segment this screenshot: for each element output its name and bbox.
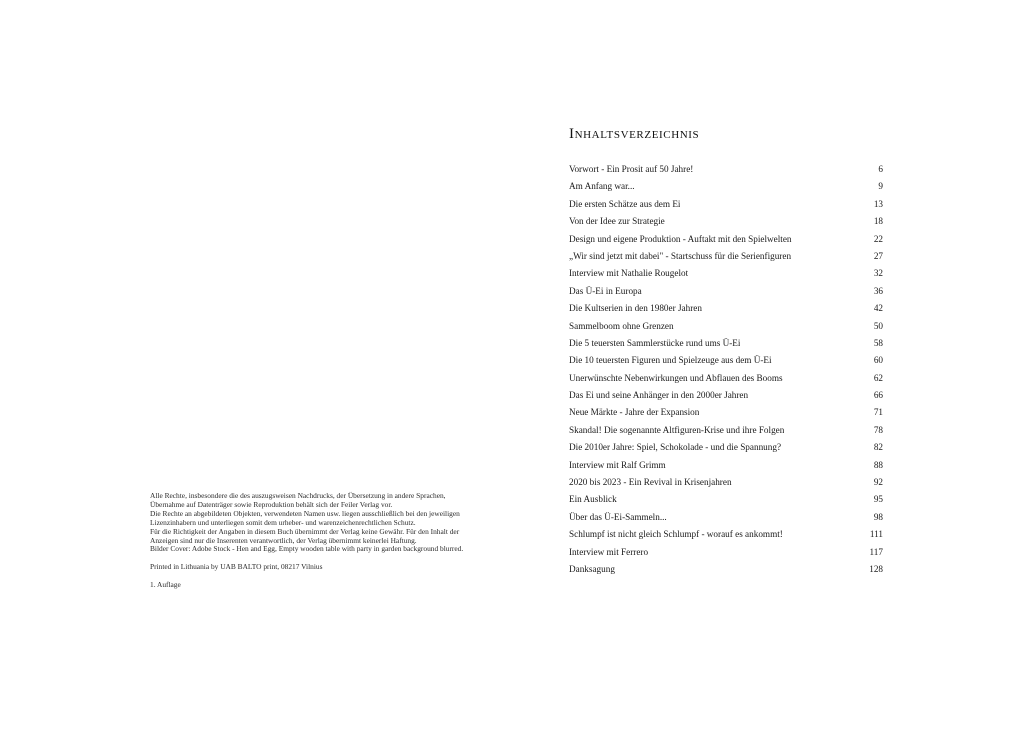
imprint-legal-line: Bilder Cover: Adobe Stock - Hen and Egg, Empty wooden table with party in garden background blurred. <box>150 544 464 554</box>
toc-entry-page: 6 <box>878 164 883 174</box>
toc-entry-page: 58 <box>873 337 883 348</box>
imprint-legal-line: Übernahme auf Datenträger sowie Reproduktion behält sich der Feiler Verlag vor. <box>150 499 393 509</box>
toc-entry <box>569 387 883 404</box>
toc-entry <box>569 526 883 543</box>
toc-entry-title: Schlumpf ist nicht gleich Schlumpf - worauf es ankommt! <box>569 529 783 540</box>
toc-entry <box>569 544 883 561</box>
toc-entry-page: 60 <box>873 355 883 366</box>
toc-entry-title: 2020 bis 2023 - Ein Revival in Krisenjahren <box>569 477 732 488</box>
imprint-legal-line: Für die Richtigkeit der Angaben in diesem Buch übernimmt der Verlag keine Gewähr. Für den Inhalt der <box>150 526 460 536</box>
toc-entry-page: 88 <box>873 459 883 470</box>
toc-entry-title: Unerwünschte Nebenwirkungen und Abflauen des Booms <box>569 372 783 383</box>
toc-entry-page: 111 <box>869 529 883 540</box>
imprint-legal-line: Lizenzinhabern und unterliegen somit dem urheber- und warenzeichenrechtlichen Schutz. <box>150 517 416 527</box>
toc-entry-title: Vorwort - Ein Prosit auf 50 Jahre! <box>569 164 694 174</box>
toc-entry <box>569 248 883 265</box>
toc-entry-title: Die 2010er Jahre: Spiel, Schokolade - und die Spannung? <box>569 442 782 453</box>
toc-entry <box>569 370 883 387</box>
toc-entry-title: Die ersten Schätze aus dem Ei <box>569 198 681 209</box>
imprint-legal-line: Die Rechte an abgebildeten Objekten, verwendeten Namen usw. liegen ausschließlich bei den jeweiligen <box>150 508 460 518</box>
toc-entry-page: 42 <box>873 303 883 314</box>
toc-entry <box>569 439 883 456</box>
toc-entry-page: 98 <box>873 511 883 522</box>
toc-entry <box>569 178 883 195</box>
imprint-legal-line: Anzeigen sind nur die Inserenten verantwortlich, der Verlag übernimmt keinerlei Haftung. <box>150 535 417 545</box>
toc-entry-title: Interview mit Nathalie Rougelot <box>569 268 689 279</box>
toc-entry <box>569 352 883 369</box>
toc-entry <box>569 196 883 213</box>
toc-entry-page: 82 <box>873 442 883 453</box>
toc-entry-page: 66 <box>873 390 883 401</box>
toc-entry <box>569 283 883 300</box>
toc-entry-page: 95 <box>873 494 883 505</box>
imprint-legal-line: Alle Rechte, insbesondere die des auszugsweisen Nachdrucks, der Übersetzung in andere Sprachen, <box>150 491 446 500</box>
toc-entry-title: Über das Ü-Ei-Sammeln... <box>569 511 667 522</box>
toc-entry-title: Die 10 teuersten Figuren und Spielzeuge aus dem Ü-Ei <box>569 355 772 366</box>
toc-entry-page: 22 <box>873 233 883 244</box>
toc-entry <box>569 491 883 508</box>
toc-list <box>569 161 883 578</box>
toc-entry <box>569 404 883 421</box>
toc-entry-page: 71 <box>873 407 883 418</box>
toc-entry-title: Von der Idee zur Strategie <box>569 216 665 227</box>
toc-entry <box>569 231 883 248</box>
toc-entry <box>569 509 883 526</box>
toc-title: Inhaltsverzeichnis <box>569 126 700 142</box>
toc-entry-title: Design und eigene Produktion - Auftakt mit den Spielwelten <box>569 233 792 244</box>
toc-entry-page: 32 <box>873 268 883 279</box>
toc-entry-title: Skandal! Die sogenannte Altfiguren-Krise und ihre Folgen <box>569 424 785 435</box>
toc-entry-title: Am Anfang war... <box>569 181 635 192</box>
toc-entry <box>569 474 883 491</box>
toc-entry <box>569 161 883 178</box>
toc-entry <box>569 457 883 474</box>
toc-entry-page: 36 <box>873 285 883 296</box>
toc-entry-title: Interview mit Ferrero <box>569 546 649 557</box>
toc-entry <box>569 300 883 317</box>
toc-entry <box>569 335 883 352</box>
toc-entry <box>569 265 883 282</box>
toc-entry <box>569 422 883 439</box>
toc-entry-page: 50 <box>873 320 883 331</box>
toc-entry-page: 78 <box>873 424 883 435</box>
toc-entry-title: Die 5 teuersten Sammlerstücke rund ums Ü-Ei <box>569 337 741 348</box>
toc-entry-title: Die Kultserien in den 1980er Jahren <box>569 303 702 314</box>
toc-entry-title: „Wir sind jetzt mit dabei" - Startschuss für die Serienfiguren <box>569 250 792 261</box>
table-of-contents <box>569 124 883 578</box>
toc-entry-title: Das Ü-Ei in Europa <box>569 285 642 296</box>
toc-entry-title: Danksagung <box>569 563 615 574</box>
toc-entry-page: 117 <box>869 546 883 557</box>
toc-entry-title: Das Ei und seine Anhänger in den 2000er Jahren <box>569 390 749 401</box>
toc-entry-title: Sammelboom ohne Grenzen <box>569 320 674 331</box>
edition-note: 1. Auflage <box>150 580 181 590</box>
printer-note: Printed in Lithuania by UAB BALTO print, 08217 Vilnius <box>150 562 323 572</box>
toc-entry-page: 18 <box>873 216 883 227</box>
toc-entry-title: Interview mit Ralf Grimm <box>569 459 666 470</box>
toc-entry-title: Neue Märkte - Jahre der Expansion <box>569 407 700 418</box>
toc-entry-page: 92 <box>873 477 883 488</box>
toc-entry-page: 62 <box>873 372 883 383</box>
imprint-block <box>150 492 480 590</box>
toc-entry <box>569 561 883 578</box>
toc-entry-page: 13 <box>873 198 883 209</box>
toc-entry-page: 9 <box>878 181 883 192</box>
toc-entry <box>569 213 883 230</box>
toc-entry-page: 27 <box>873 250 883 261</box>
toc-entry <box>569 318 883 335</box>
toc-entry-title: Ein Ausblick <box>569 494 617 505</box>
toc-entry-page: 128 <box>869 563 883 574</box>
